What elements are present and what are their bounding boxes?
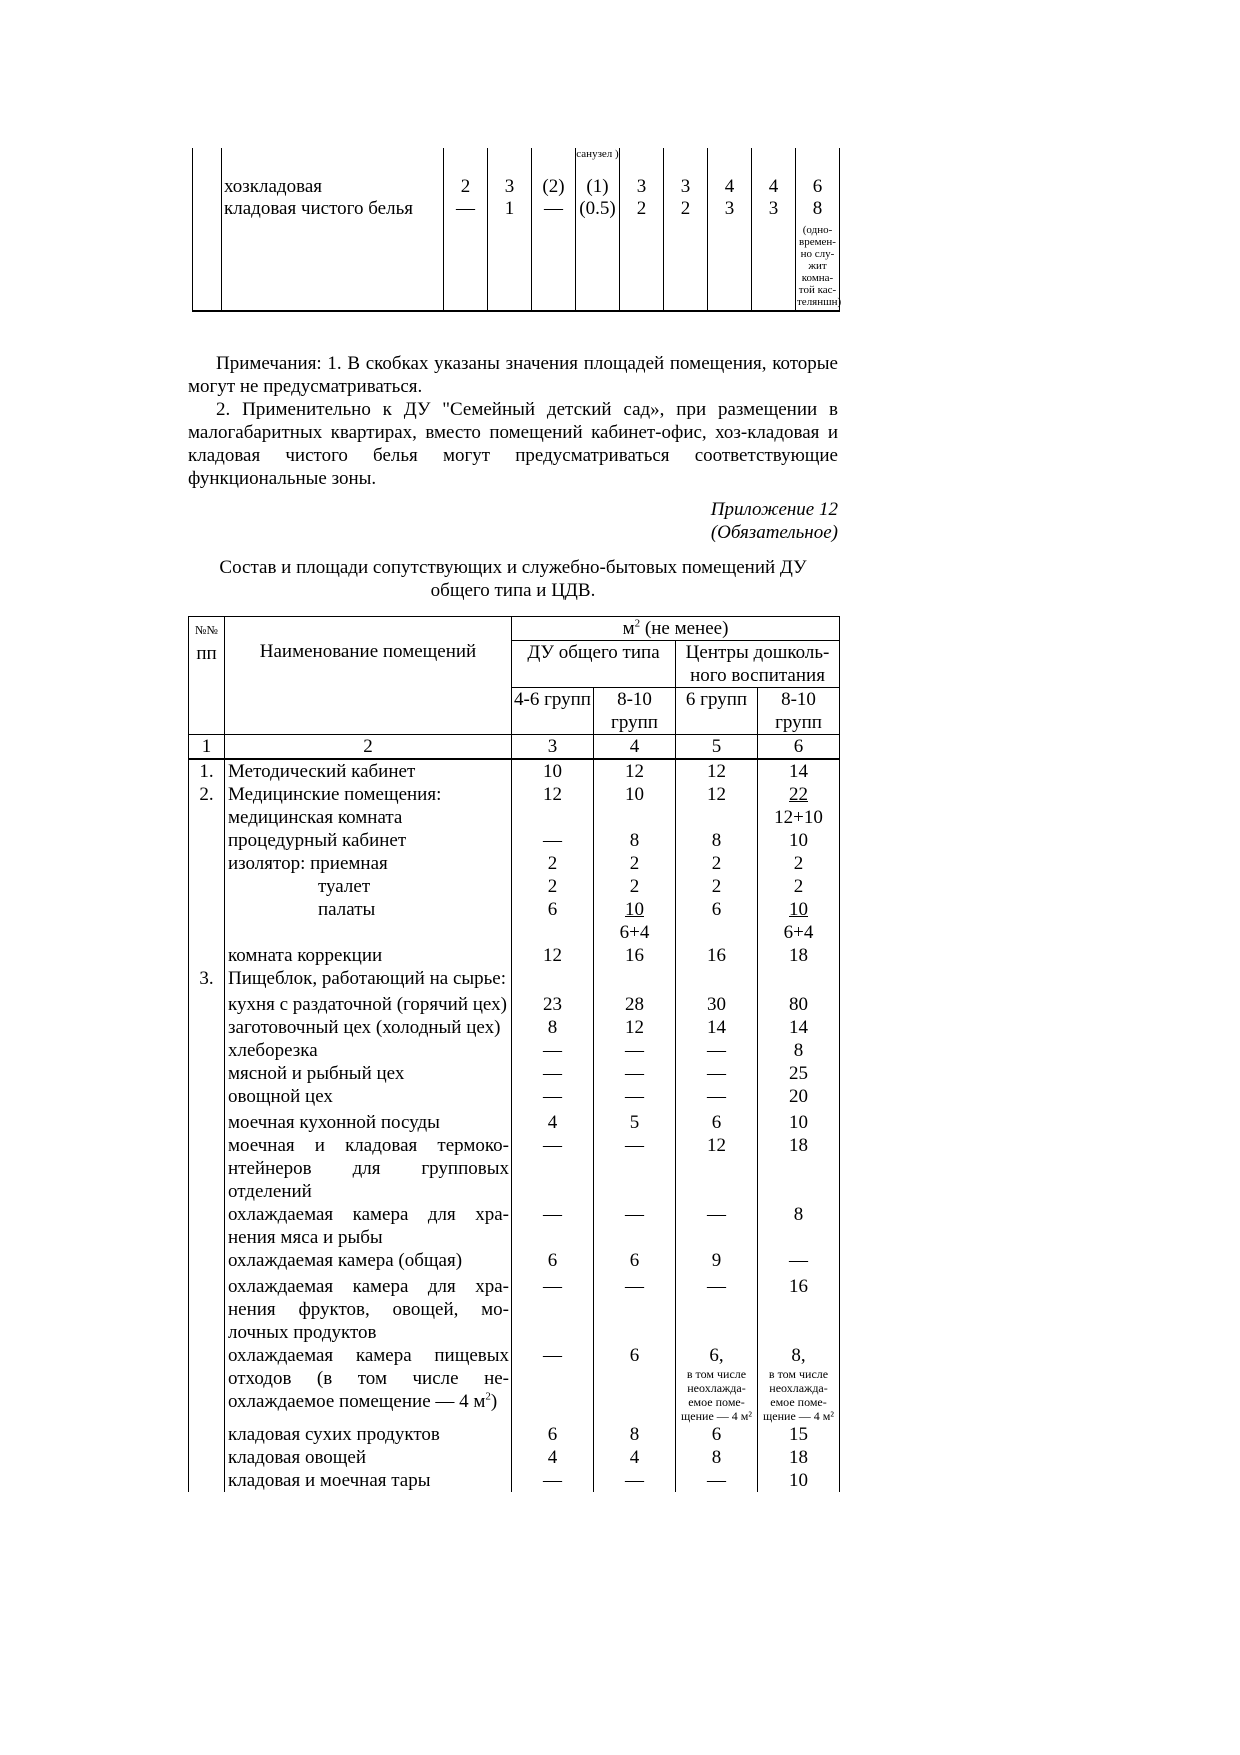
row-name-tail: ) — [490, 1391, 498, 1412]
row-name: охлаждаемая камера (общая) — [225, 1249, 512, 1272]
row-name: изолятор: приемная — [225, 852, 512, 875]
cell: 10 — [512, 759, 594, 783]
cell: — — [676, 1203, 758, 1249]
header-cdv: Центры дошколь-ного воспитания — [676, 641, 840, 688]
appendix-label — [600, 498, 838, 544]
header-name — [225, 617, 512, 735]
cell: 4 — [512, 1108, 594, 1134]
table-row — [189, 1203, 840, 1249]
cell: 12 — [512, 783, 594, 806]
cell: — — [444, 198, 488, 220]
cell: 3 — [708, 198, 752, 220]
cell: 6 — [512, 1249, 594, 1272]
continuation-note-row — [193, 148, 840, 176]
cell: — — [512, 1085, 594, 1108]
cell: 12+10 — [758, 806, 840, 829]
cell: — — [594, 1085, 676, 1108]
cell: 8 — [594, 1423, 676, 1446]
cell: — — [676, 1062, 758, 1085]
table-row — [189, 875, 840, 898]
col-number: 3 — [512, 735, 594, 760]
row-name: кладовая сухих продуктов — [225, 1423, 512, 1446]
header-area-sup: 2 — [634, 617, 641, 630]
note-2: 2. Применительно к ДУ "Семейный детский сад», при размещении в малогабаритных квартирах, вместо помещений кабинет-офис, хоз-кладовая и кладовая чистого белья могут предусматриваться соответствующие функциональные зоны. — [188, 399, 838, 489]
cell: — — [512, 1469, 594, 1492]
row-name: медицинская комната — [225, 806, 512, 829]
cell: 6 — [594, 1249, 676, 1272]
table-title: Состав и площади сопутствующих и служебно-бытовых помещений ДУ общего типа и ЦДВ. — [219, 557, 807, 601]
cell: — — [512, 1134, 594, 1203]
cell: — — [594, 1203, 676, 1249]
cell: 20 — [758, 1085, 840, 1108]
cell: 6+4 — [758, 921, 840, 944]
cell: 14 — [758, 759, 840, 783]
cell — [676, 1344, 758, 1423]
row-name: заготовочный цех (холодный цех) — [225, 1016, 512, 1039]
cell: 10 — [758, 1108, 840, 1134]
cell: (2) — [532, 176, 576, 198]
table-row — [189, 898, 840, 921]
cell: 12 — [594, 759, 676, 783]
cell: — — [676, 1039, 758, 1062]
table-row — [193, 220, 840, 311]
cell: 6 — [676, 1108, 758, 1134]
cell: 3 — [488, 176, 532, 198]
table-row — [189, 1108, 840, 1134]
table-row — [189, 1344, 840, 1423]
cell: — — [594, 1062, 676, 1085]
cell: 2 — [594, 875, 676, 898]
note-1: Примечания: 1. В скобках указаны значения площадей помещения, которые могут не предусматриваться. — [188, 353, 838, 397]
cell: — — [532, 198, 576, 220]
cell: — — [512, 1203, 594, 1249]
cell-note: (одно-времен-но слу-жит комна-той кас-теляншн) — [797, 224, 842, 308]
cell: — — [676, 1469, 758, 1492]
row-name: Пищеблок, работающий на сырье: — [225, 967, 512, 990]
table-row — [193, 176, 840, 198]
header-col-3: 4-6 групп — [512, 688, 594, 735]
cell: 8 — [758, 1203, 840, 1249]
premises-table — [188, 616, 840, 1492]
appendix-number: Приложение 12 — [710, 499, 838, 520]
cell: 2 — [676, 852, 758, 875]
table-row — [189, 806, 840, 829]
table-row — [189, 1469, 840, 1492]
cell: (0.5) — [576, 198, 620, 220]
cell: 4 — [708, 176, 752, 198]
cell: 8 — [796, 198, 840, 220]
header-area-unit: м — [622, 618, 635, 639]
row-name-text: палаты — [318, 899, 376, 920]
header-number — [189, 617, 225, 735]
cell: 25 — [758, 1062, 840, 1085]
cell: 2 — [512, 875, 594, 898]
row-name-sup: 2 — [485, 1390, 491, 1403]
cell: 4 — [512, 1446, 594, 1469]
cell: 18 — [758, 1134, 840, 1203]
header-area — [512, 617, 840, 641]
row-number: 1. — [189, 759, 225, 783]
col-number: 4 — [594, 735, 676, 760]
row-name: Медицинские помещения: — [225, 783, 512, 806]
row-name: моечная кухонной посуды — [225, 1108, 512, 1134]
table-row — [189, 1134, 840, 1203]
cell-value: 22 — [789, 784, 809, 805]
cell: 6 — [676, 898, 758, 921]
header-row — [189, 617, 840, 641]
row-number: 3. — [189, 967, 225, 990]
header-number-bottom: пп — [196, 643, 217, 664]
cell: 12 — [512, 944, 594, 967]
cell: 6 — [594, 1344, 676, 1423]
cell: 2 — [512, 852, 594, 875]
cell: 10 — [594, 783, 676, 806]
cell-value: 8, — [791, 1345, 806, 1366]
sanuzel-note: санузел ) — [576, 148, 619, 160]
cell: 1 — [488, 198, 532, 220]
cell: 16 — [594, 944, 676, 967]
cell: 8 — [676, 1446, 758, 1469]
cell: 2 — [620, 198, 664, 220]
cell: 3 — [664, 176, 708, 198]
cell: 4 — [594, 1446, 676, 1469]
cell: 8 — [512, 1016, 594, 1039]
cell: 4 — [752, 176, 796, 198]
cell: 3 — [620, 176, 664, 198]
table-row — [189, 783, 840, 806]
row-name: комната коррекции — [225, 944, 512, 967]
cell: 9 — [676, 1249, 758, 1272]
cell: 2 — [758, 875, 840, 898]
row-name-text: туалет — [318, 876, 371, 897]
table-row — [189, 944, 840, 967]
cell-value: 6, — [709, 1345, 724, 1366]
cell: 2 — [758, 852, 840, 875]
cell — [594, 898, 676, 921]
cell: 3 — [752, 198, 796, 220]
header-col-6: 8-10 групп — [758, 688, 840, 735]
header-area-text: (не менее) — [640, 618, 729, 639]
cell: 18 — [758, 944, 840, 967]
row-name: кладовая и моечная тары — [225, 1469, 512, 1492]
cell-value: 10 — [625, 899, 644, 920]
cell: — — [594, 1272, 676, 1344]
cell: 14 — [758, 1016, 840, 1039]
row-name: овощной цех — [225, 1085, 512, 1108]
cell: 6+4 — [594, 921, 676, 944]
row-number: 2. — [189, 783, 225, 806]
cell: 23 — [512, 990, 594, 1016]
cell: 14 — [676, 1016, 758, 1039]
cell: 2 — [664, 198, 708, 220]
row-name: кухня с раздаточной (горячий цех) — [225, 990, 512, 1016]
row-name — [225, 875, 512, 898]
cell: 30 — [676, 990, 758, 1016]
cell: 8 — [594, 829, 676, 852]
cell: — — [594, 1039, 676, 1062]
cell: — — [676, 1085, 758, 1108]
cell: 6 — [512, 898, 594, 921]
cell: 12 — [594, 1016, 676, 1039]
table-row — [189, 1446, 840, 1469]
cell: 16 — [676, 944, 758, 967]
header-du: ДУ общего типа — [512, 641, 676, 688]
table-row — [189, 1062, 840, 1085]
row-name: хозкладовая — [222, 176, 444, 198]
cell — [758, 898, 840, 921]
cell: — — [676, 1272, 758, 1344]
table-row — [189, 1085, 840, 1108]
cell: 15 — [758, 1423, 840, 1446]
cell: — — [512, 829, 594, 852]
col-number: 2 — [225, 735, 512, 760]
table-row — [189, 829, 840, 852]
col-number: 5 — [676, 735, 758, 760]
continuation-table — [192, 148, 840, 312]
cell: — — [512, 1272, 594, 1344]
table-row — [189, 1249, 840, 1272]
row-name: Методический кабинет — [225, 759, 512, 783]
cell: 6 — [676, 1423, 758, 1446]
row-name: кладовая овощей — [225, 1446, 512, 1469]
header-name-text: Наименование помещений — [259, 641, 477, 662]
cell: 16 — [758, 1272, 840, 1344]
cell: — — [594, 1469, 676, 1492]
cell: 8 — [676, 829, 758, 852]
cell-value: 10 — [789, 899, 809, 920]
header-number-top: №№ — [195, 623, 218, 637]
column-number-row — [189, 735, 840, 760]
row-name-text: охлаждаемая камера пищевых отходов (в том числе не-охлаждаемое помещение — 4 м — [228, 1345, 509, 1412]
cell: 18 — [758, 1446, 840, 1469]
cell: 10 — [758, 829, 840, 852]
row-name: охлаждаемая камера для хра-нения фруктов, овощей, мо-лочных продуктов — [225, 1272, 512, 1344]
table-row — [189, 852, 840, 875]
table-row — [189, 990, 840, 1016]
cell: 12 — [676, 1134, 758, 1203]
table-row — [189, 967, 840, 990]
cell — [758, 1344, 840, 1423]
cell: — — [594, 1134, 676, 1203]
cell: 8 — [758, 1039, 840, 1062]
cell: (1) — [576, 176, 620, 198]
table-row — [189, 759, 840, 783]
row-name: моечная и кладовая термоко-нтейнеров для групповых отделений — [225, 1134, 512, 1203]
table-row — [189, 1039, 840, 1062]
table-row — [193, 198, 840, 220]
header-col-4: 8-10 групп — [594, 688, 676, 735]
row-name: процедурный кабинет — [225, 829, 512, 852]
header-col-5: 6 групп — [676, 688, 758, 735]
col-number: 6 — [758, 735, 840, 760]
cell: 6 — [796, 176, 840, 198]
row-name: мясной и рыбный цех — [225, 1062, 512, 1085]
cell: — — [512, 1344, 594, 1423]
notes — [188, 352, 838, 490]
row-name — [225, 1344, 512, 1423]
cell: 80 — [758, 990, 840, 1016]
cell-note: в том числе неохлажда-емое поме-щение — 4 м² — [681, 1367, 752, 1423]
cell: — — [512, 1039, 594, 1062]
table-row — [189, 921, 840, 944]
cell — [758, 783, 840, 806]
cell-note: в том числе неохлажда-емое поме-щение — 4 м² — [763, 1367, 834, 1423]
cell: 6 — [512, 1423, 594, 1446]
table-row — [189, 1272, 840, 1344]
cell: 2 — [676, 875, 758, 898]
cell: 12 — [676, 759, 758, 783]
cell: — — [512, 1062, 594, 1085]
cell: 12 — [676, 783, 758, 806]
row-name: хлеборезка — [225, 1039, 512, 1062]
cell: — — [758, 1249, 840, 1272]
cell: 28 — [594, 990, 676, 1016]
cell: 2 — [444, 176, 488, 198]
cell: 10 — [758, 1469, 840, 1492]
cell: 5 — [594, 1108, 676, 1134]
table-row — [189, 1423, 840, 1446]
row-name: кладовая чистого белья — [222, 198, 444, 220]
row-name — [225, 898, 512, 921]
col-number: 1 — [189, 735, 225, 760]
cell: 2 — [594, 852, 676, 875]
appendix-status: (Обязательное) — [710, 522, 838, 543]
table-row — [189, 1016, 840, 1039]
row-name: охлаждаемая камера для хра-нения мяса и рыбы — [225, 1203, 512, 1249]
